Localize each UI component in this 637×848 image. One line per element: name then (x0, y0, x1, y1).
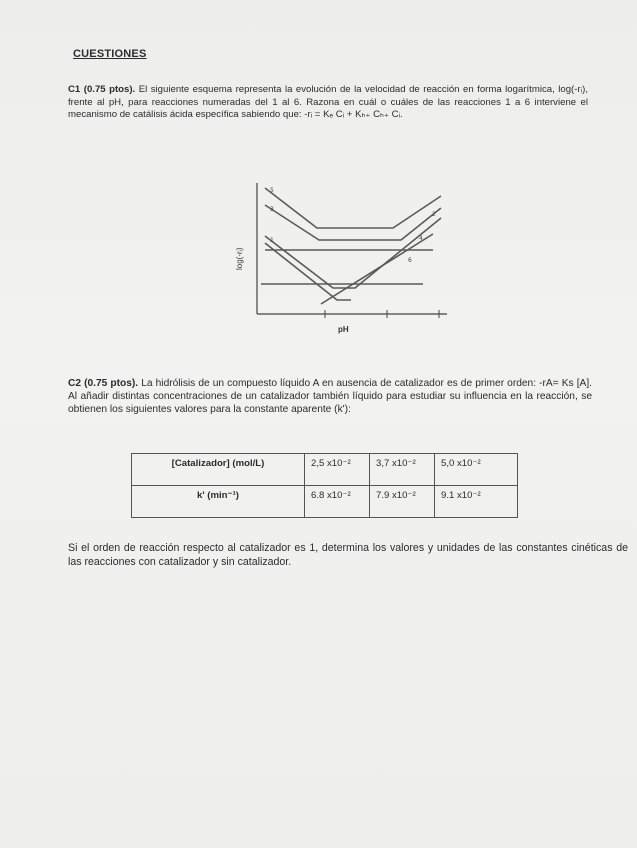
question-c2-task: Si el orden de reacción respecto al catalizador es 1, determina los valores y unidades de las constantes cinéticas de las reacciones con catalizador y sin catalizador. (68, 542, 628, 568)
table-cell: 3,7 x10⁻² (370, 454, 435, 486)
x-axis-label: pH (338, 325, 349, 334)
table-header-catalyst: [Catalizador] (mol/L) (132, 454, 305, 486)
table-row (132, 486, 518, 518)
question-c2 (68, 377, 592, 417)
question-c2-label: C2 (0.75 ptos). (68, 378, 139, 389)
table-cell: 7.9 x10⁻² (370, 486, 435, 518)
section-title: CUESTIONES (73, 48, 147, 60)
question-c2-text: La hidrólisis de un compuesto líquido A en ausencia de catalizador es de primer orden: -rA= Ks [A]. Al añadir distintas concentraciones de un catalizador también líquido para estudiar su influencia en la reacción, se obtienen los siguientes valores para la constante aparente (k'): (68, 378, 592, 416)
curve-label-1: 1 (270, 237, 274, 244)
curve-label-2: 2 (432, 211, 436, 218)
ph-rate-graph (225, 178, 455, 338)
curve-4-descending (265, 243, 351, 300)
table-row (132, 454, 518, 486)
table-cell: 2,5 x10⁻² (305, 454, 370, 486)
curve-label-4: 4 (419, 235, 423, 242)
curve-3 (265, 205, 441, 240)
data-table (131, 453, 518, 518)
question-c1-text: El siguiente esquema representa la evolución de la velocidad de reacción en forma logarítmica, log(-rᵢ), frente al pH, para reacciones numeradas del 1 al 6. Razona en cuál o cuáles de las reacciones 1 a 6 interviene el mecanismo de catálisis ácida específica sabiendo que: -rᵢ = Kₑ Cᵢ + Kₕ₊ Cₕ₊ Cᵢ. (68, 84, 589, 120)
table-cell: 5,0 x10⁻² (435, 454, 518, 486)
curve-label-6: 6 (408, 257, 412, 264)
curve-4-ascending (321, 234, 433, 304)
table-cell: 9.1 x10⁻² (435, 486, 518, 518)
curve-label-5: 5 (270, 187, 274, 194)
y-axis-label: log(-rᵢ) (235, 247, 244, 270)
table-cell: 6.8 x10⁻² (305, 486, 370, 518)
table-header-k: k' (min⁻¹) (132, 486, 305, 518)
question-c1-label: C1 (0.75 ptos). (68, 84, 136, 95)
curve-label-3: 3 (270, 206, 274, 213)
question-c1 (68, 84, 588, 122)
